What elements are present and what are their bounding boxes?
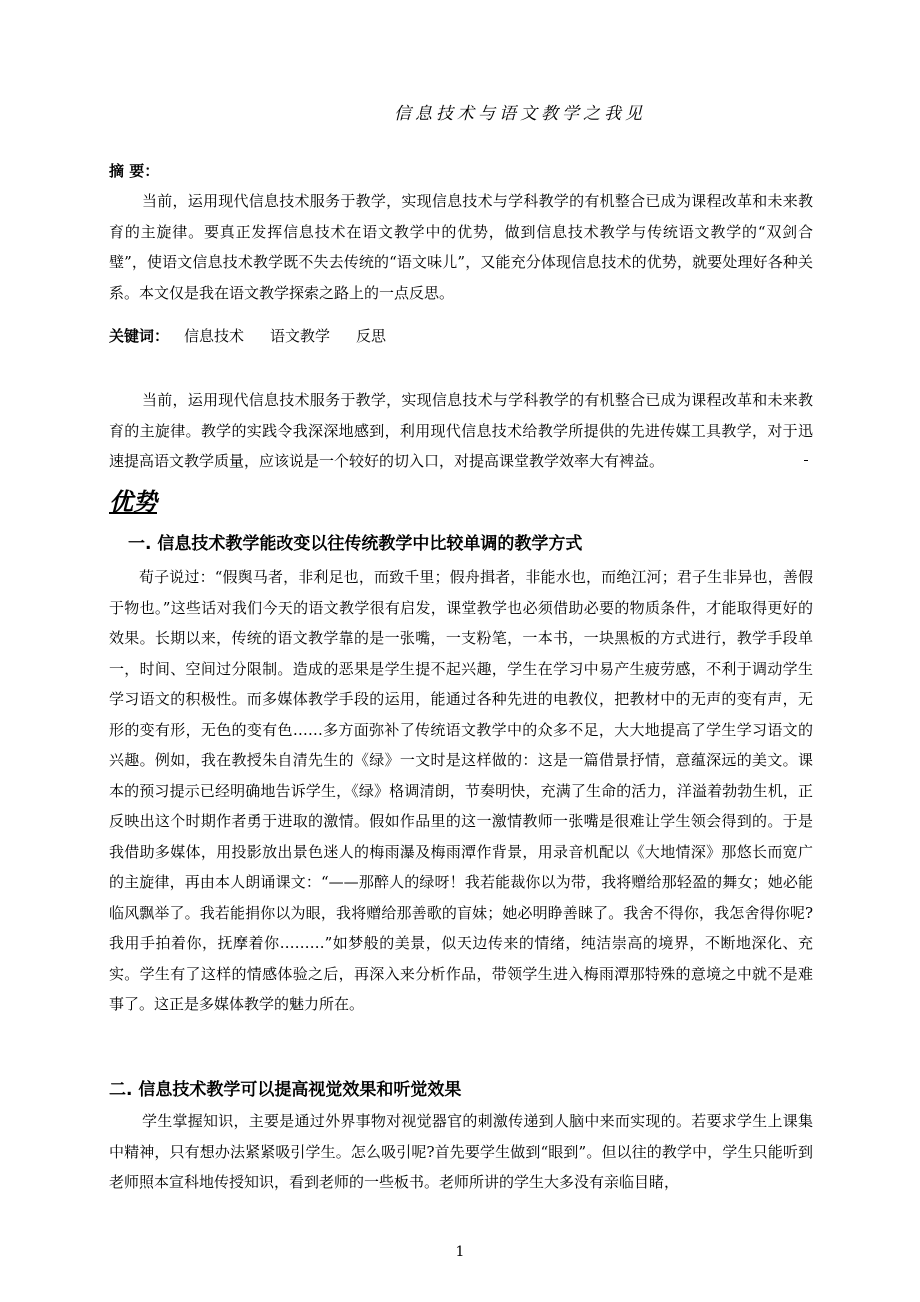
abstract-text: 当前，运用现代信息技术服务于教学，实现信息技术与学科教学的有机整合已成为课程改革和未来教育的主旋律。要真正发挥信息技术在语文教学中的优势，做到信息技术教学与传统语文教学的“双剑合璧”，使语文信息技术教学既不失去传统的“语文味儿”，又能充分体现信息技术的优势，就要处理好各种关系。本文仅是我在语文教学探索之路上的一点反思。 xyxy=(109,192,813,302)
section2-paragraph: 学生掌握知识，主要是通过外界事物对视觉器官的刺激传递到人脑中来而实现的。若要求学生上课集中精神，只有想办法紧紧吸引学生。怎么吸引呢?首先要学生做到“眼到”。但以往的教学中，学生只能听到老师照本宣科地传授知识，看到老师的一些板书。老师所讲的学生大多没有亲临目睹， xyxy=(109,1112,813,1191)
section1-heading: 一. 信息技术教学能改变以往传统教学中比较单调的教学方式 xyxy=(128,534,583,554)
section1-paragraph: 荀子说过：“假舆马者，非利足也，而致千里；假舟揖者，非能水也，而绝江河；君子生非异也，善假于物也。”这些话对我们今天的语文教学很有启发，课堂教学也必须借助必要的物质条件，才能取得更好的效果。长期以来，传统的语文教学靠的是一张嘴，一支粉笔，一本书，一块黑板的方式进行，教学手段单一，时间、空间过分限制。造成的恶果是学生提不起兴趣，学生在学习中易产生疲劳感，不利于调动学生学习语文的积极性。而多媒体教学手段的运用，能通过各种先进的电教仪，把教材中的无声的变有声，无形的变有形，无色的变有色……多方面弥补了传统语文教学中的众多不足，大大地提高了学生学习语文的兴趣。例如，我在教授朱自清先生的《绿》一文时是这样做的：这是一篇借景抒情，意蕴深远的美文。课本的预习提示已经明确地告诉学生，《绿》格调清朗，节奏明快，充满了生命的活力，洋溢着勃勃生机，正反映出这个时期作者勇于进取的激情。假如作品里的这一激情教师一张嘴是很难让学生领会得到的。于是我借助多媒体，用投影放出景色迷人的梅雨瀑及梅雨潭作背景，用录音机配以《大地情深》那悠长而宽广的主旋律，再由本人朗诵课文：“——那醉人的绿呀！我若能裁你以为带，我将赠给那轻盈的舞女；她必能临风飘举了。我若能捐你以为眼，我将赠给那善歌的盲妹；她必明睁善睐了。我舍不得你，我怎舍得你呢?我用手拍着你，抚摩着你………”如梦般的美景，似天边传来的情绪，纯洁崇高的境界，不断地深化、充实。学生有了这样的情感体验之后，再深入来分析作品，带领学生进入梅雨潭那特殊的意境之中就不是难事了。这正是多媒体教学的魅力所在。 xyxy=(109,568,813,1013)
section-heading-advantages: 优势 xyxy=(109,488,157,516)
keywords-label: 关键词： xyxy=(109,327,170,345)
keywords-row xyxy=(109,325,412,346)
keyword: 语文教学 xyxy=(270,327,331,345)
page-number: 1 xyxy=(455,1244,465,1260)
keyword: 信息技术 xyxy=(184,327,245,345)
document-title: 信息技术与语文教学之我见 xyxy=(394,104,646,124)
keyword: 反思 xyxy=(356,327,387,345)
abstract-label: 摘 要： xyxy=(109,162,160,180)
section2-heading: 二. 信息技术教学可以提高视觉效果和听觉效果 xyxy=(109,1080,462,1100)
edit-mark xyxy=(804,459,808,461)
intro-paragraph: 当前，运用现代信息技术服务于教学，实现信息技术与学科教学的有机整合已成为课程改革和未来教育的主旋律。教学的实践令我深深地感到，利用现代信息技术给教学所提供的先进传媒工具教学，对于迅速提高语文教学质量，应该说是一个较好的切入口，对提高课堂教学效率大有裨益。 xyxy=(109,391,813,470)
